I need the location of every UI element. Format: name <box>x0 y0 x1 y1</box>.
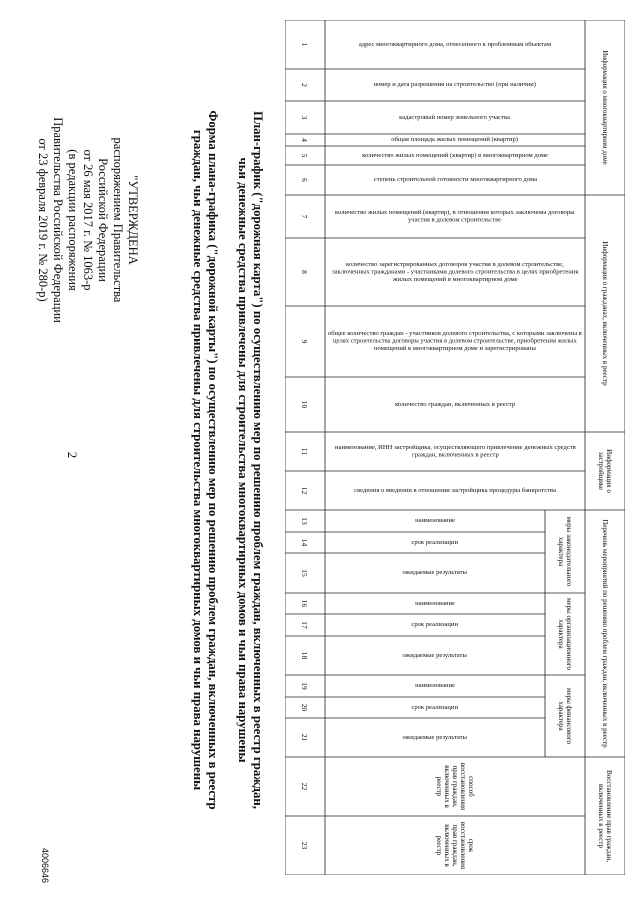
column-number: 17 <box>300 621 310 629</box>
column-number: 9 <box>300 339 310 344</box>
column-header <box>325 69 585 101</box>
subgroup-organizational: меры организационного характера <box>557 597 573 670</box>
form-title-line: Форма плана-графика ("дорожной карты") по осуществлению мер по решению проблем граждан, включенных в реестр <box>206 110 220 810</box>
column-header-text: сведения о введении в отношении застройщика процедуры банкротства <box>354 486 556 494</box>
column-header: способ восстановления прав граждан, включенных в реестр <box>435 762 475 811</box>
column-header <box>325 306 585 377</box>
column-header <box>325 146 585 165</box>
column-header <box>325 697 545 718</box>
group-header-restore: Восстановление прав граждан, включенных в реестр <box>597 769 613 863</box>
approval-line: от 23 февраля 2019 г. № 280-р) <box>36 138 50 302</box>
group-header-measures: Перечень мероприятий по решению проблем граждан, включенных в реестр <box>601 519 609 748</box>
column-header <box>325 510 545 532</box>
column-header <box>325 134 585 146</box>
column-number: 12 <box>300 486 310 495</box>
column-header-text: срок реализации <box>411 538 459 546</box>
document-code: 4006646 <box>40 848 50 884</box>
column-header-text: наименование <box>415 599 455 607</box>
subgroup-legislative: меры законодательного характера <box>557 516 573 587</box>
roadmap-table <box>285 20 625 875</box>
column-number: 20 <box>300 703 310 712</box>
column-header-text: кадастровый номер земельного участка <box>399 113 511 121</box>
group-header-developer: Информация о застройщике <box>597 449 613 493</box>
column-number: 3 <box>300 115 310 120</box>
column-number: 14 <box>300 538 310 547</box>
column-number: 16 <box>300 599 310 608</box>
column-header-text: срок реализации <box>411 703 459 711</box>
approval-line: распоряжением Правительства <box>111 137 125 303</box>
column-number: 6 <box>300 178 310 182</box>
form-title-line: граждан, чьи денежные средства привлечены для строительства многоквартирных домов и чьи права нарушены <box>191 129 205 791</box>
page-number: 2 <box>65 451 80 459</box>
form-title <box>190 80 220 840</box>
column-header <box>325 238 585 306</box>
column-number: 19 <box>300 682 310 690</box>
column-number: 7 <box>300 214 310 219</box>
column-header-text: количество жилых помещений (квартир), в отношении которых заключены договоры участия в долевом строительстве <box>335 209 575 224</box>
column-header-text: наименование, ИНН застройщика, осуществляющего привлечение денежных средств граждан, включенных в реестр <box>334 444 576 459</box>
column-number: 22 <box>300 782 310 791</box>
column-header <box>325 593 545 614</box>
column-header <box>325 165 585 195</box>
column-header <box>325 471 585 510</box>
column-header-text: общее количество граждан - участников долевого строительства, с которыми заключены в целях строительства договоры участия в долевом строительстве, приобретения жилых помещений в многоквартирном доме и зарегистрированы <box>328 330 582 353</box>
column-header <box>325 532 545 553</box>
column-header-text: адрес многоквартирного дома, отнесенного к проблемным объектам <box>358 40 552 48</box>
column-header-text: количество граждан, включенных в реестр <box>395 400 515 408</box>
column-header-text: ожидаемые результаты <box>402 733 468 741</box>
column-header-text: общая площадь жилых помещений (квартир) <box>391 136 519 144</box>
column-number: 11 <box>300 447 310 456</box>
column-header <box>325 675 545 697</box>
column-number: 13 <box>300 517 310 525</box>
column-header <box>325 718 545 757</box>
column-number: 10 <box>300 400 310 409</box>
column-number: 8 <box>300 270 310 274</box>
column-header-text: срок реализации <box>411 621 459 629</box>
column-header-text: наименование <box>415 517 455 525</box>
column-header <box>325 432 585 471</box>
column-header <box>325 377 585 432</box>
plan-title-line: чьи денежные средства привлечены для строительства многоквартирных домов и чьи права нарушены <box>236 157 250 763</box>
column-number: 18 <box>300 651 310 660</box>
column-number: 21 <box>300 733 310 742</box>
column-header-text: ожидаемые результаты <box>402 651 468 659</box>
column-number: 2 <box>300 83 310 87</box>
group-header-citizens: Информация о гражданах, включенных в реестр <box>601 241 609 386</box>
column-header-text: количество зарегистрированных договоров участия в долевом строительстве, заключенных гражданами - участниками долевого строительства в целях приобретения жилых помещений в многоквартирном доме <box>331 260 579 283</box>
approval-line: от 26 мая 2017 г. № 1063-р <box>81 149 95 291</box>
column-number: 1 <box>300 42 310 47</box>
approval-line: "УТВЕРЖДЕНА <box>126 175 140 265</box>
group-header-house: Информация о многоквартирном доме <box>601 50 609 165</box>
approval-line: Правительства Российской Федерации <box>51 117 65 323</box>
approval-line: (в редакции распоряжения <box>66 149 80 291</box>
column-header-text: степень строительной готовности многоквартирного дома <box>373 176 537 184</box>
column-header <box>325 101 585 134</box>
column-header <box>325 195 585 238</box>
column-header-text: наименование <box>415 682 455 690</box>
column-header <box>325 553 545 593</box>
column-header-text: ожидаемые результаты <box>402 569 468 577</box>
column-number: 15 <box>300 569 310 577</box>
plan-title-line: План-график ("дорожная карта") по осуществлению мер по решению проблем граждан, включенных в реестр граждан, <box>251 111 265 809</box>
column-header <box>325 20 585 69</box>
column-number: 4 <box>300 138 310 142</box>
subgroup-financial: меры финансового характера <box>557 688 573 744</box>
column-header-text: количество жилых помещений (квартир) в многоквартирном доме <box>362 151 548 159</box>
column-header <box>325 614 545 636</box>
plan-title <box>235 80 265 840</box>
column-number: 23 <box>300 841 310 850</box>
column-header: срок восстановления прав граждан, включенных в реестр <box>435 821 475 870</box>
column-header <box>325 636 545 675</box>
approval-line: Российской Федерации <box>96 158 110 282</box>
approval-stamp <box>35 70 140 370</box>
column-header-text: номер и дата разрешения на строительство (при наличии) <box>373 81 537 89</box>
column-number: 5 <box>300 153 310 158</box>
